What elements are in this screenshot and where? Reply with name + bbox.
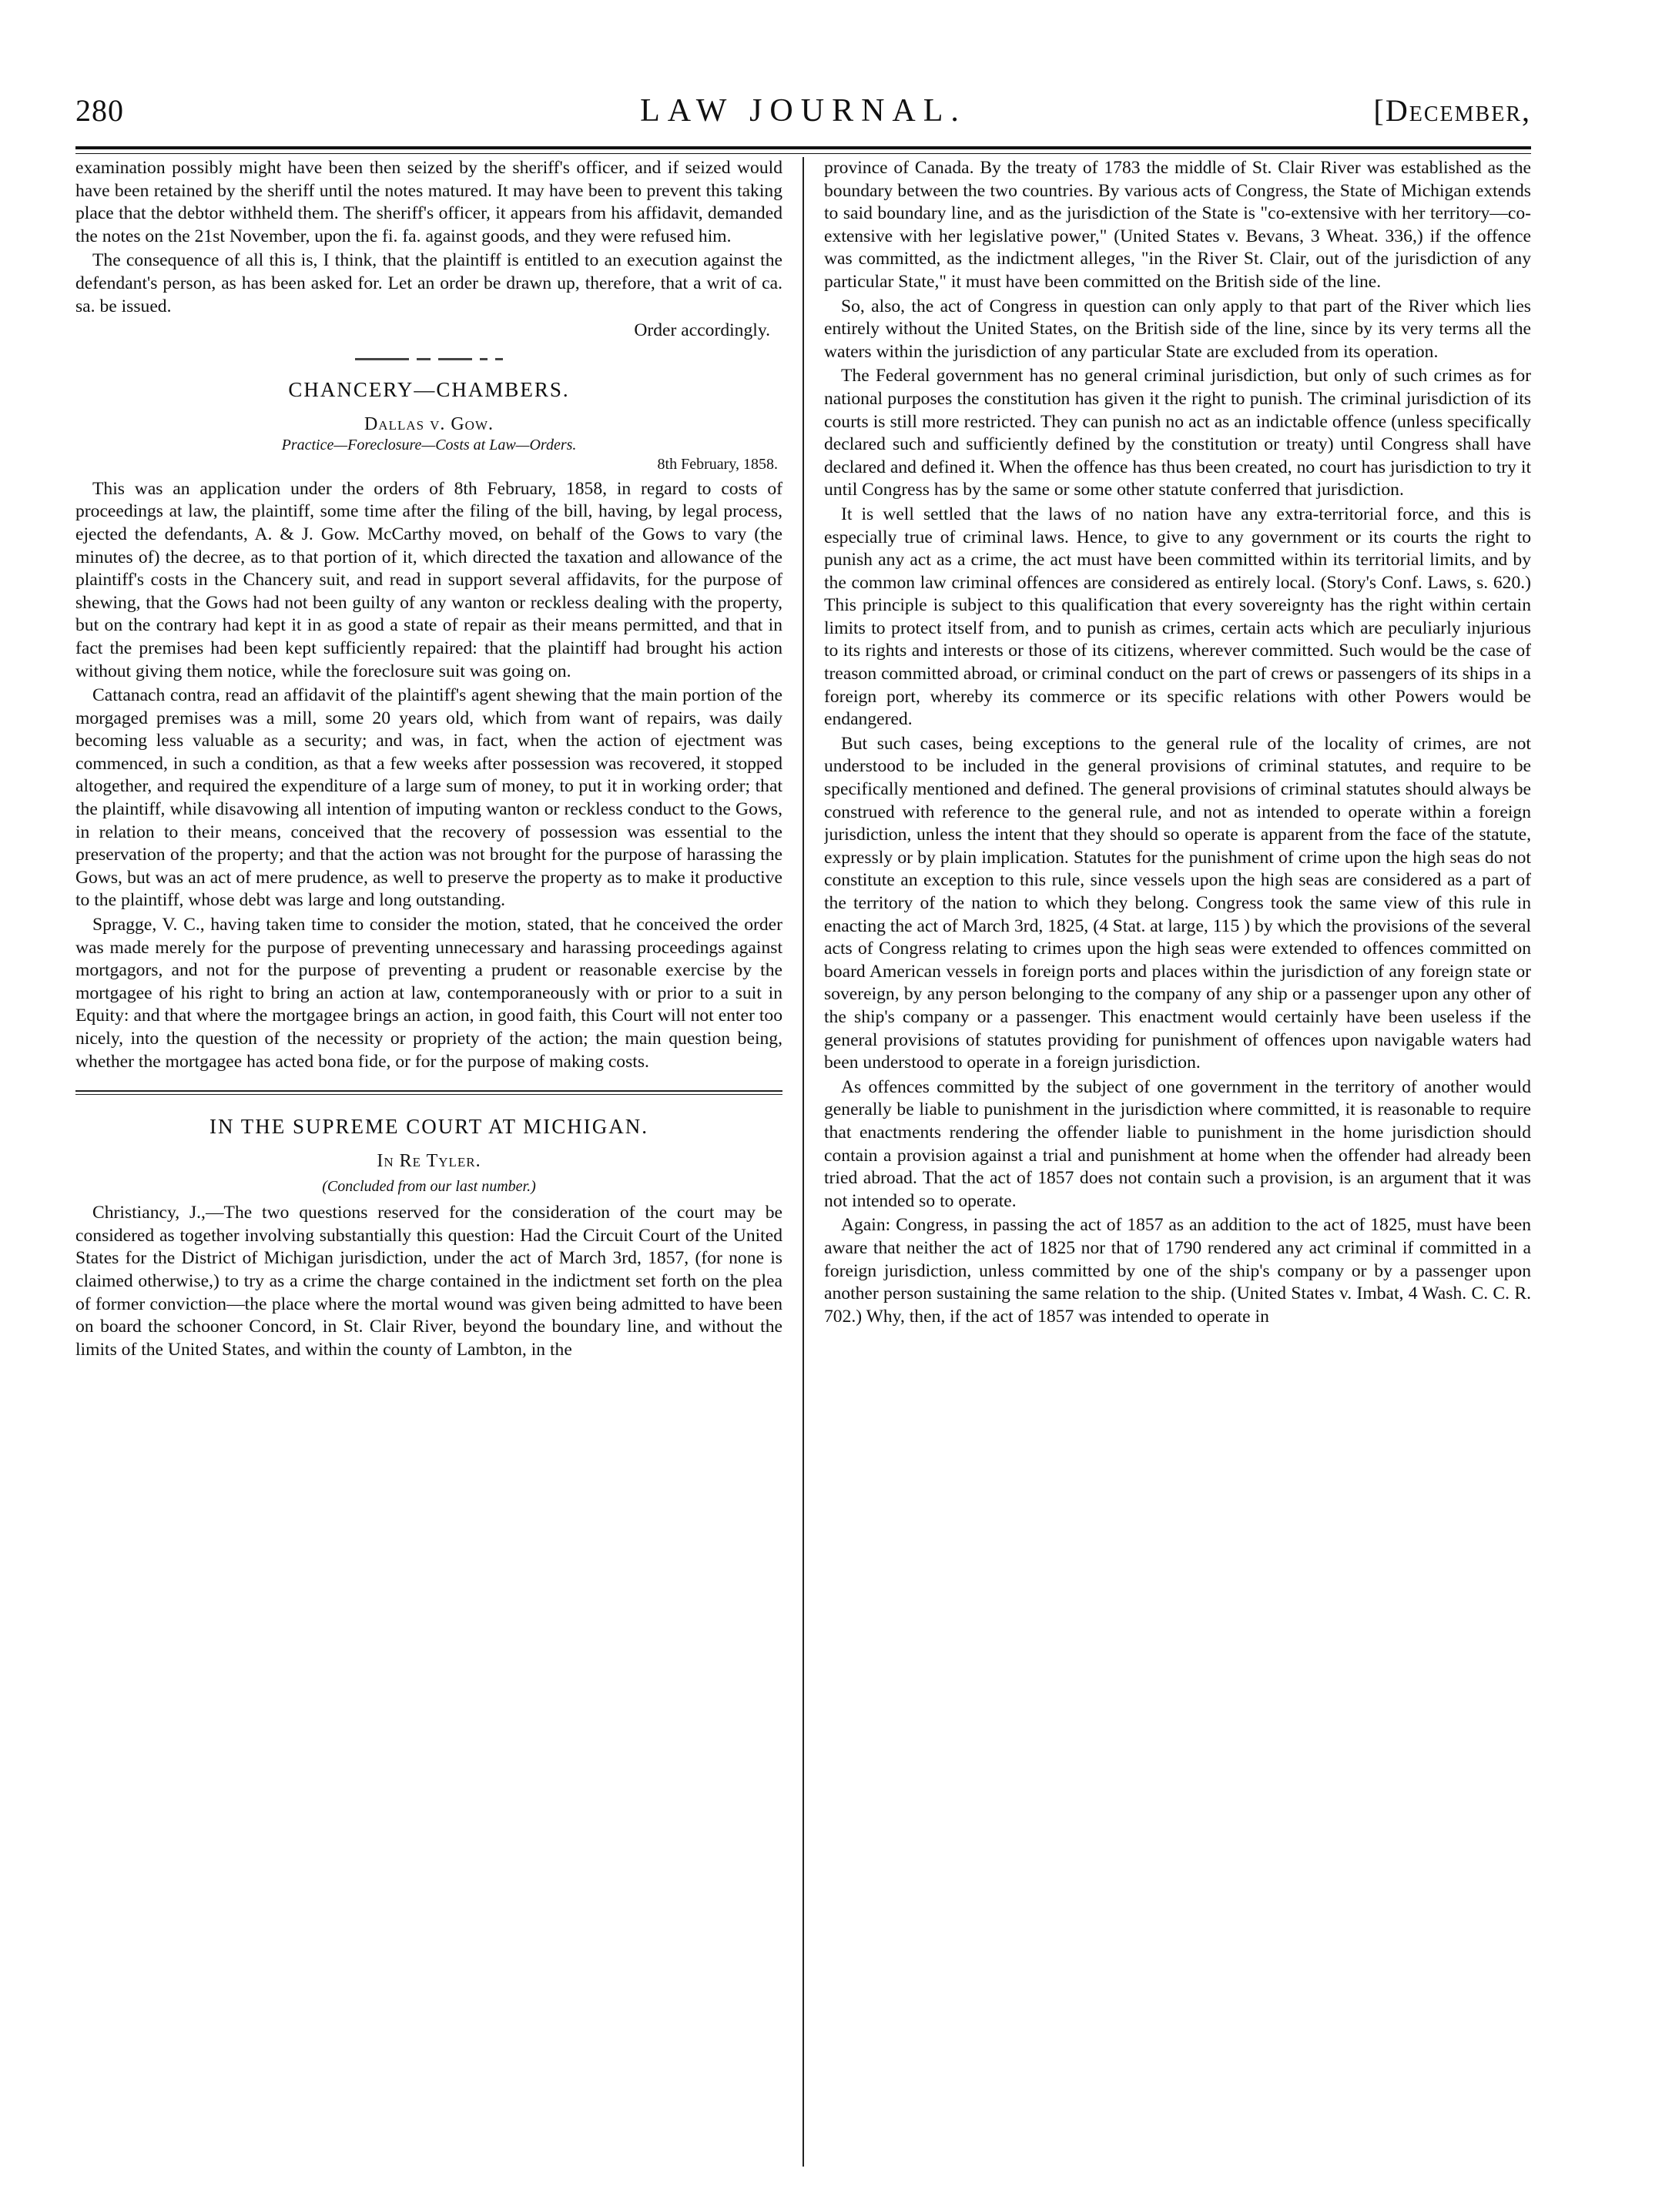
section-title-chancery: CHANCERY—CHAMBERS. — [288, 377, 570, 401]
paragraph: Again: Congress, in passing the act of 1857 as an addition to the act of 1825, must have been aware that neither the act of 1825 nor that of 1790 rendered any act criminal if committed in a foreign jurisdiction, unless committed by one of the ship's company or by a passenger upon another person sustaining the same relation to the ship. (United States v. Imbat, 4 Wash. C. C. R. 702.) Why, then, if the act of 1857 was intended to operate in — [824, 1215, 1531, 1327]
paragraph: The consequence of all this is, I think, that the plaintiff is entitled to an execution against the defendant's person, as has been asked for. Let an order be drawn up, therefore, that a writ of ca. sa. be issued. — [75, 250, 782, 316]
header-month: [December, — [1373, 93, 1531, 128]
page-number: 280 — [75, 93, 124, 128]
paragraph: The Federal government has no general criminal jurisdiction, but only of such crimes as for national purposes the constitution has given it the right to punish. The criminal jurisdiction of its courts is still more restricted. They can punish no act as an indictable offence (unless specifically declared such and sufficiently defined by the constitution or treaty) until Congress shall have declared and defined it. When the offence has thus been created, no court has jurisdiction to try it until Congress has by the same or some other statute conferred that jurisdiction. — [824, 366, 1531, 500]
paragraph: province of Canada. By the treaty of 1783 the middle of St. Clair River was established as the boundary between the two countries. By various acts of Congress, the State of Michigan extends to said boundary line, and as the jurisdiction of the State is "co-extensive with her territory—co-extensive with her legislative power," (United States v. Bevans, 3 Wheat. 336,) if the offence was committed, as the indictment alleges, "in the River St. Clair, out of the jurisdiction of any particular State," it must have been committed on the British side of the line. — [824, 158, 1531, 292]
left-column — [75, 157, 782, 2167]
order-line: Order accordingly. — [634, 320, 770, 341]
journal-title: LAW JOURNAL. — [640, 93, 967, 129]
paragraph: But such cases, being exceptions to the general rule of the locality of crimes, are not understood to be included in the general provisions of criminal statutes, and require to be specifically mentioned and defined. The general provisions of criminal statutes should always be construed with reference to the general rule, and not as intended to operate within a foreign jurisdiction, unless the intent that they should so operate is apparent from the face of the statute, expressly or by plain implication. Statutes for the punishment of crime upon the high seas do not constitute an exception to this rule, since vessels upon the high seas are considered as a part of the territory of the nation to which they belong. Congress took the same view of this rule in enacting the act of March 3rd, 1825, (4 Stat. at large, 115 ) by which the provisions of the several acts of Congress relating to crimes upon the high seas were extended to offences committed on board American vessels in foreign ports and places within the jurisdiction of any foreign state or sovereign, by any person belonging to the company of any ship or a passenger upon any other of the ship's company or a passenger. This enactment would certainly have been useless if the general provisions of statutes providing for punishment of offences upon navigable waters had been understood to operate in a foreign jurisdiction. — [824, 733, 1531, 1073]
journal-page — [75, 92, 1531, 2171]
case-title-tyler: In Re Tyler. — [377, 1151, 481, 1172]
section-separator — [75, 1090, 782, 1095]
header-rule — [75, 146, 1531, 154]
case-date: 8th February, 1858. — [657, 455, 778, 473]
ornament-divider — [75, 352, 782, 367]
page-header — [75, 92, 1531, 143]
case-title-dallas: Dallas v. Gow. — [364, 413, 494, 434]
paragraph: It is well settled that the laws of no nation have any extra-territorial force, and this is especially true of criminal laws. Hence, to give to any government or its courts the right to punish any act as a crime, the act must have been committed within its territorial limits, and by the common law criminal offences are considered as entirely local. (Story's Conf. Laws, s. 620.) This principle is subject to this qualification that every sovereignty has the right within certain limits to protect itself from, and to punish as crimes, certain acts which are peculiarly injurious to its rights and interests or those of its citizens, wherever committed. Such would be the case of treason committed abroad, or criminal conduct on the part of crews or passengers of its ships in a foreign port, whereby its commerce or its specific relations with other Powers would be endangered. — [824, 504, 1531, 730]
case-subtitle-dallas: Practice—Foreclosure—Costs at Law—Orders. — [281, 436, 577, 453]
paragraph: This was an application under the orders of 8th February, 1858, in regard to costs of proceedings at law, the plaintiff, some time after the filing of the bill, having, by legal process, ejected the defendants, A. & J. Gow. McCarthy moved, on behalf of the Gows to vary (the minutes of) the decree, as to that portion of it, which directed the taxation and allowance of the plaintiff's costs in the Chancery suit, and read in support several affidavits, for the purpose of shewing, that the Gows had not been guilty of any wanton or reckless dealing with the property, but on the contrary had kept it in as good a state of repair as their means permitted, and that in fact the premises had been kept sufficiently repaired: that the plaintiff had brought his action without giving them notice, while the foreclosure suit was going on. — [75, 478, 782, 681]
right-column — [824, 157, 1531, 2167]
paragraph: As offences committed by the subject of one government in the territory of another would generally be liable to punishment in the jurisdiction where committed, it is reasonable to require that enactments rendering the offender liable to punishment in the home jurisdiction should contain a provision against a trial and punishment at home when the offender had already been tried abroad. That the act of 1857 does not contain such a provision, is an argument that it was not intended so to operate. — [824, 1076, 1531, 1211]
section-title-supreme: IN THE SUPREME COURT AT MICHIGAN. — [209, 1115, 648, 1139]
paragraph: Christiancy, J.,—The two questions reserved for the consideration of the court may be considered as together involving substantially this question: Had the Circuit Court of the United States for the District of Michigan jurisdiction, under the act of March 3rd, 1857, (for none is claimed otherwise,) to try as a crime the charge contained in the indictment set forth on the plea of former conviction—the place where the mortal wound was given being admitted to have been on board the schooner Concord, in St. Clair River, beyond the boundary line, and without the limits of the United States, and within the county of Lambton, in the — [75, 1203, 782, 1360]
text-columns — [75, 157, 1531, 2167]
paragraph: Cattanach contra, read an affidavit of the plaintiff's agent shewing that the main portion of the morgaged premises was a mill, some 20 years old, which from want of repairs, was daily becoming less valuable as a security; and was, in fact, when the action of ejectment was commenced, in such a condition, as that a few weeks after possession was recovered, it stopped altogether, and required the expenditure of a large sum of money, to put it in working order; that the plaintiff, while disavowing all intention of imputing wanton or reckless conduct to the Gows, in relation to their means, conceived that the recovery of possession was essential to the preservation of the property; and that the action was not brought for the purpose of harassing the Gows, but was an act of mere prudence, as well to preserve the property as to make it productive to the plaintiff, whose debt was large and long outstanding. — [75, 685, 782, 911]
paragraph: So, also, the act of Congress in question can only apply to that part of the River which lies entirely without the United States, on the British side of the line, since by its very terms all the waters within the jurisdiction of any particular State are excluded from its operation. — [824, 296, 1531, 362]
case-subtitle-tyler: (Concluded from our last number.) — [322, 1178, 536, 1196]
column-divider — [803, 157, 804, 2167]
paragraph: Spragge, V. C., having taken time to consider the motion, stated, that he conceived the order was made merely for the purpose of preventing unnecessary and harassing proceedings against mortgagors, and not for the purpose of preventing a prudent or reasonable exercise by the mortgagee of his right to bring an action at law, contemporaneously with or prior to a suit in Equity: and that where the mortgagee brings an action, in good faith, this Court will not enter too nicely, into the question of the necessity or propriety of the action; the main question being, whether the mortgagee has acted bona fide, or for the purpose of making costs. — [75, 915, 782, 1072]
paragraph: examination possibly might have been then seized by the sheriff's officer, and if seized would have been retained by the sheriff until the notes matured. It may have been to prevent this taking place that the debtor withheld them. The sheriff's officer, it appears from his affidavit, demanded the notes on the 21st November, upon the fi. fa. against goods, and they were refused him. — [75, 158, 782, 246]
